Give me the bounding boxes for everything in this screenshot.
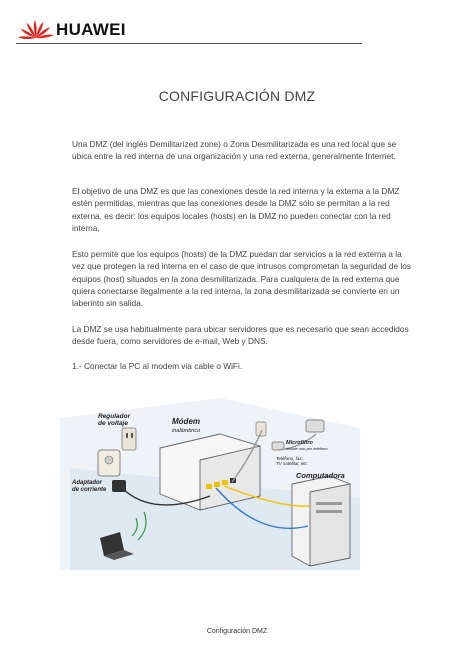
label-telefono: Teléfono, fax, TV satelital, etc. — [276, 456, 309, 466]
voltage-regulator-icon — [98, 450, 120, 476]
label-adaptador: Adaptador de corriente — [72, 480, 107, 493]
label-modem: Módem — [172, 417, 200, 426]
connection-diagram — [60, 398, 360, 570]
computer-tower-icon — [292, 476, 350, 566]
paragraph-objective: El objetivo de una DMZ es que las conexiones desde la red interna y la externa a la DMZ estén permitidas, mientras que las conexiones desde la DMZ sólo se permitan a la red externa, es decir: los equipos locales (hosts) en la DMZ no pueden conectar con la red interna. — [72, 186, 400, 233]
modem-icon — [160, 434, 260, 510]
paragraph-step-1: 1.- Conectar la PC al modem via cable o WiFi. — [72, 361, 243, 371]
label-microfiltro: Microfiltro — [286, 440, 313, 446]
brand-name: HUAWEI — [56, 20, 126, 39]
paragraph-services: Esto permite que los equipos (hosts) de la DMZ puedan dar servicios a la red externa a la vez que protegen la red interna en el caso de que intrusos comprometan la seguridad de los equipos (host) situados en la zona desmilitarizada. Para cualquiera de la red externa que quiera conectarse ilegalmente a la red interna, la zona desmilitarizada se convierte en un laberinto sin salida. — [72, 249, 412, 309]
telephone-icon — [306, 420, 324, 432]
page-footer: Configuración DMZ — [206, 628, 268, 635]
header-divider — [16, 43, 362, 44]
label-regulador: Regulador de voltaje — [98, 413, 131, 427]
paragraph-intro: Una DMZ (del inglés Demilitarized zone) o Zona Desmilitarizada es una red local que se ubica entre la red interna de una organización y una red externa, generalmente Internet. — [72, 139, 397, 162]
label-microfiltro-sub: instale uno por teléfono — [286, 446, 328, 451]
label-computadora: Computadora — [296, 471, 345, 480]
wall-outlet-icon — [122, 428, 136, 450]
paragraph-usage: La DMZ se usa habitualmente para ubicar servidores que es necesario que sean accedidos desde fuera, como servidores de e-mail, Web y DNS. — [72, 324, 409, 347]
label-modem-sub: inalámbrico — [172, 428, 201, 434]
page-title: CONFIGURACIÓN DMZ — [158, 88, 316, 104]
